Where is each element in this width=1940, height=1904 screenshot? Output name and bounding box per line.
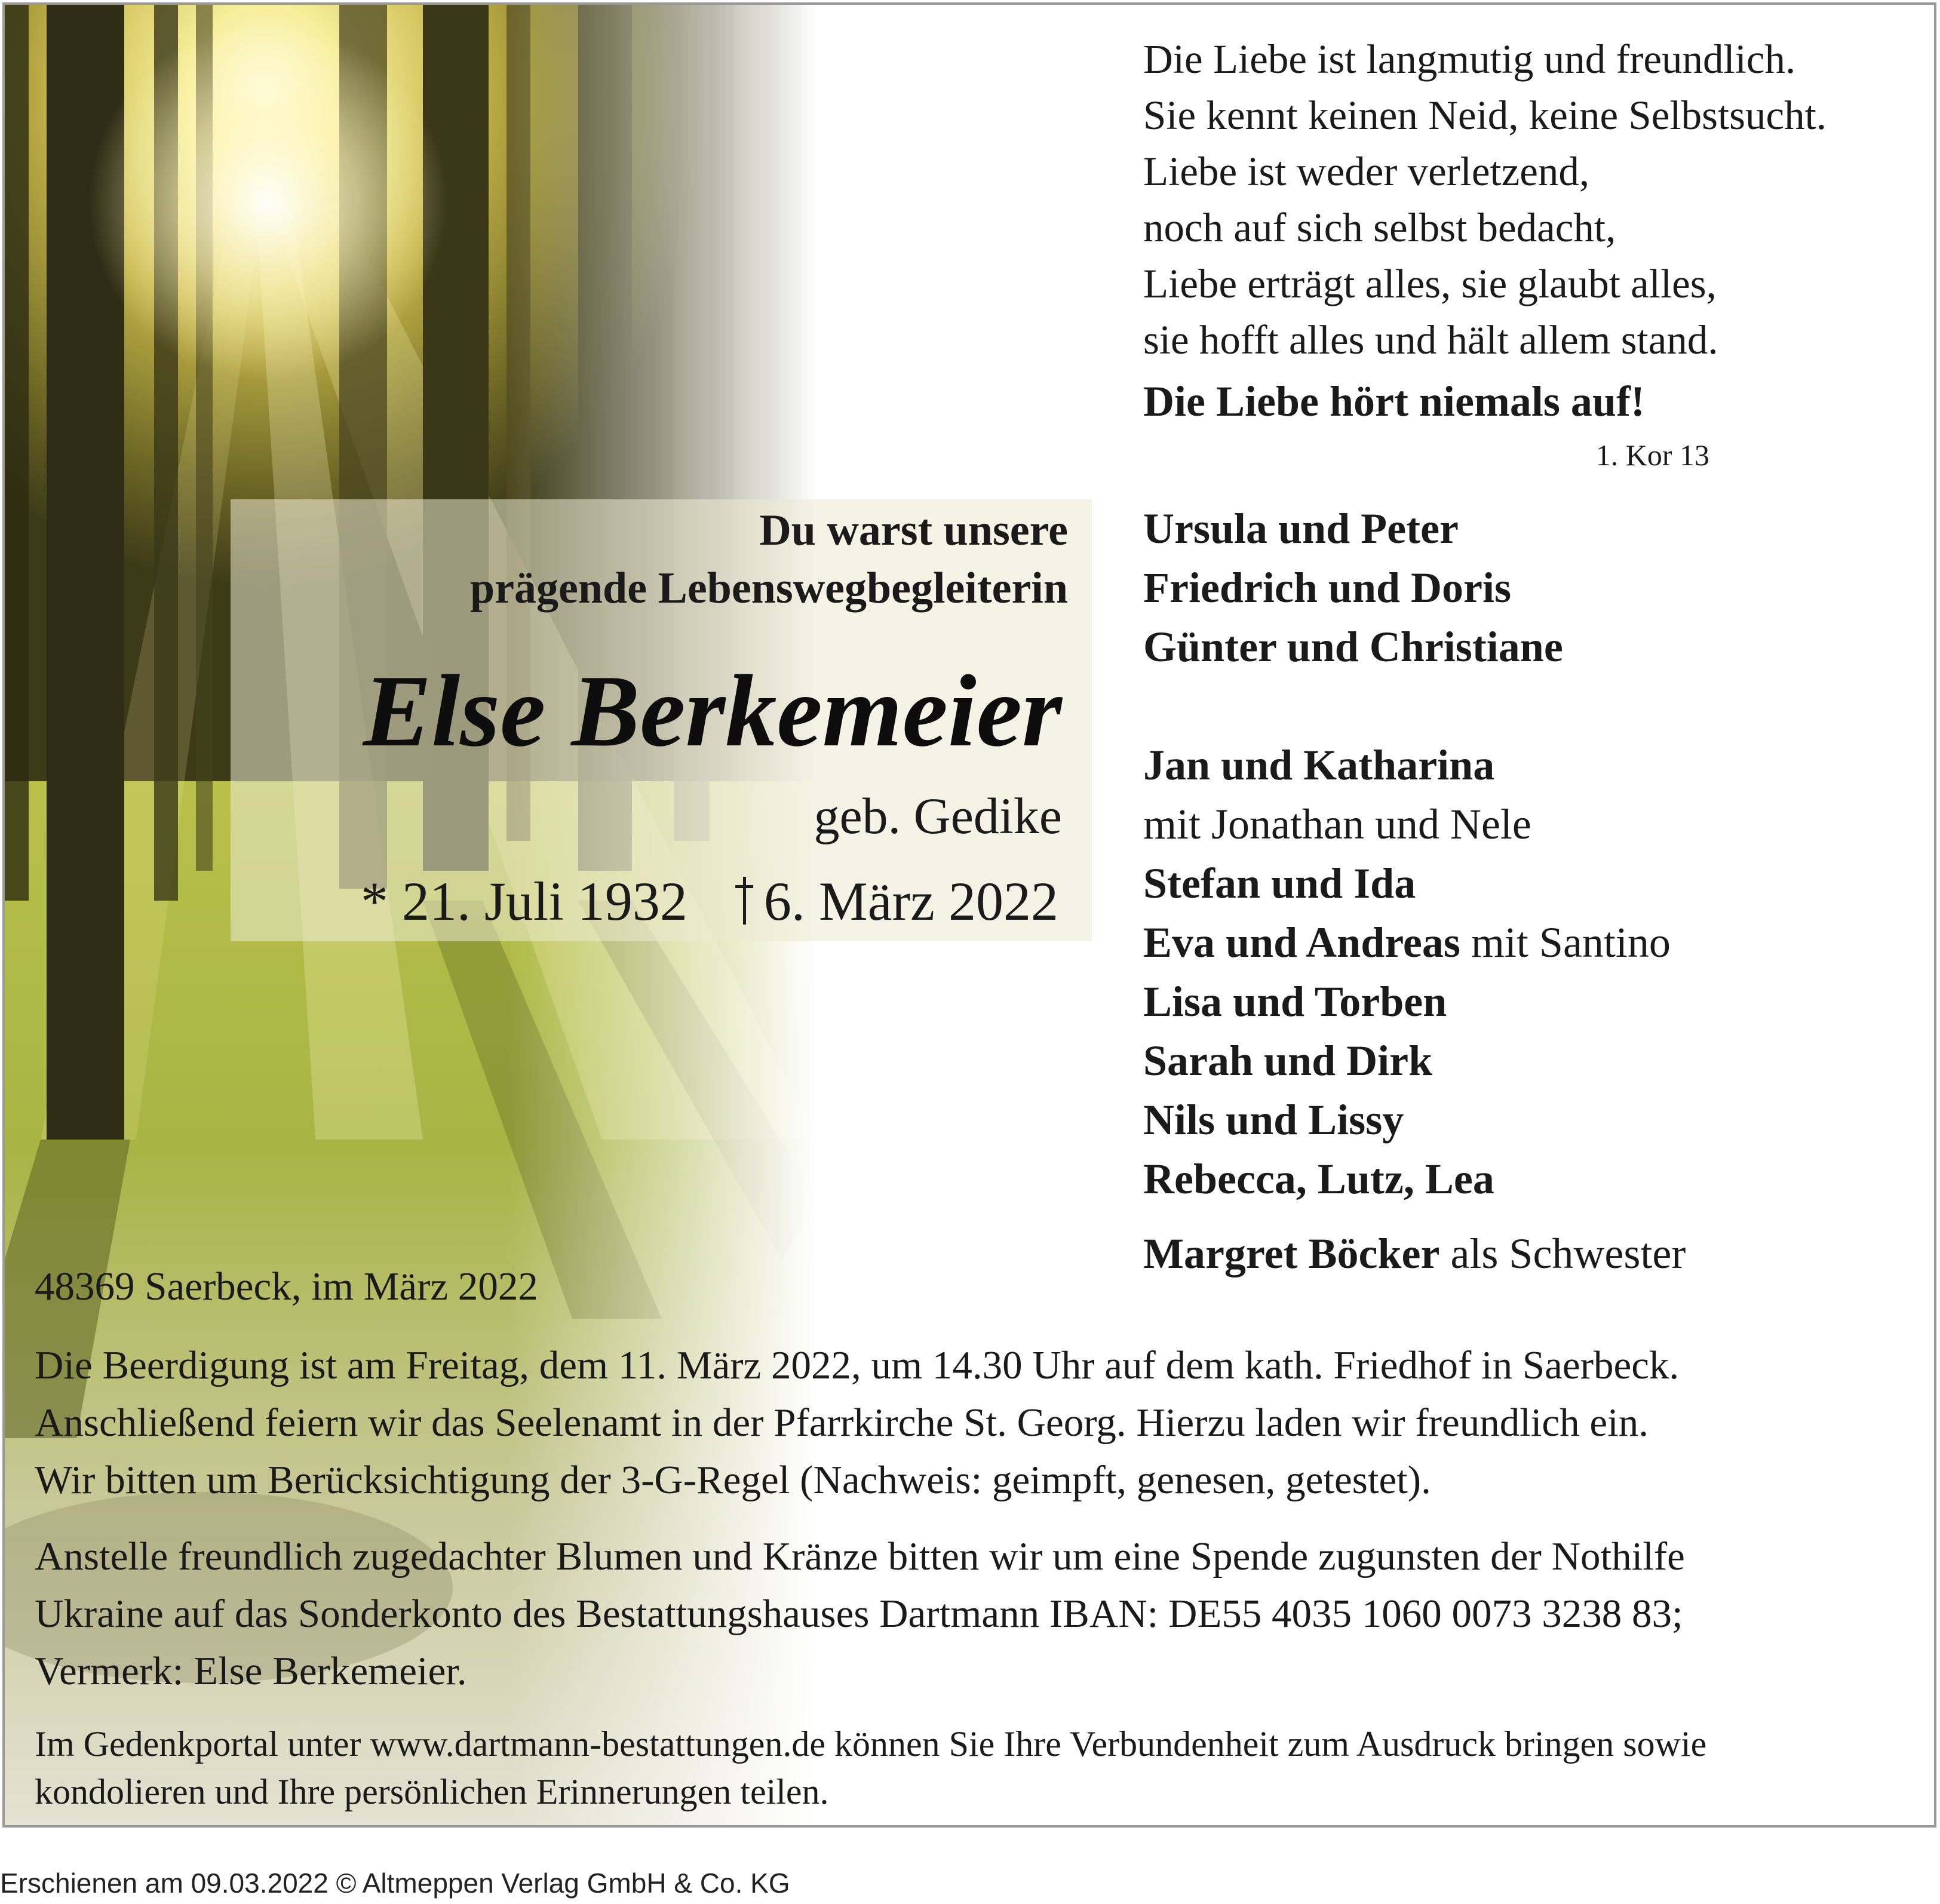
donation-line: Ukraine auf das Sonderkonto des Bestattungshauses Dartmann IBAN: DE55 4035 1060 0073 3238 83;	[35, 1592, 1683, 1636]
grandchild-name: Sarah und Dirk	[1143, 1037, 1433, 1085]
grandchild-name: Eva und Andreas	[1143, 919, 1460, 966]
intro-line-1: Du warst unsere	[759, 506, 1068, 555]
cross-icon	[735, 877, 753, 925]
family-child: Friedrich und Doris	[1143, 564, 1512, 612]
grandchild-name: Nils und Lissy	[1143, 1096, 1404, 1144]
verse-reference: 1. Kor 13	[1595, 438, 1709, 472]
maiden-name: geb. Gedike	[814, 787, 1062, 844]
family-grandchild	[1143, 1154, 1494, 1204]
grandchild-name: Stefan und Ida	[1143, 859, 1416, 907]
verse-closing: Die Liebe hört niemals auf!	[1143, 377, 1645, 425]
funeral-line: Die Beerdigung ist am Freitag, dem 11. März 2022, um 14.30 Uhr auf dem kath. Friedhof in Saerbeck.	[35, 1343, 1680, 1387]
grandchild-name: Jan und Katharina	[1143, 741, 1495, 789]
grandchild-name: Rebecca, Lutz, Lea	[1143, 1155, 1494, 1203]
verse-line: Liebe erträgt alles, sie glaubt alles,	[1143, 261, 1717, 306]
grandchild-name: Lisa und Torben	[1143, 978, 1447, 1025]
family-grandchild	[1143, 977, 1447, 1027]
verse-line: noch auf sich selbst bedacht,	[1143, 205, 1616, 250]
sister-name: Margret Böcker	[1143, 1230, 1440, 1277]
deceased-name: Else Berkemeier	[363, 655, 1062, 768]
family-child: Günter und Christiane	[1143, 623, 1563, 671]
grandchild-note: mit Jonathan und Nele	[1143, 800, 1531, 848]
verse-line: Die Liebe ist langmutig und freundlich.	[1143, 36, 1796, 82]
family-grandchild	[1143, 1036, 1432, 1086]
family-grandchild	[1143, 859, 1416, 908]
sister-note: als Schwester	[1439, 1230, 1686, 1277]
place-date: 48369 Saerbeck, im März 2022	[35, 1264, 538, 1309]
publication-footer: Erschienen am 09.03.2022 © Altmeppen Verlag GmbH & Co. KG	[0, 1868, 790, 1899]
intro-line-2: prägende Lebenswegbegleiterin	[470, 564, 1068, 613]
family-grandchild	[1143, 741, 1494, 790]
verse-line: Sie kennt keinen Neid, keine Selbstsucht.	[1143, 93, 1827, 138]
death-date: 6. März 2022	[763, 871, 1058, 932]
funeral-line: Wir bitten um Berücksichtigung der 3-G-Regel (Nachweis: geimpft, genesen, getestet).	[35, 1458, 1431, 1502]
family-child: Ursula und Peter	[1143, 505, 1459, 552]
family-grandchild	[1143, 800, 1531, 849]
life-dates	[361, 870, 1058, 933]
family-grandchild	[1143, 1095, 1404, 1145]
obituary-frame	[2, 2, 1936, 1828]
verse-line: Liebe ist weder verletzend,	[1143, 149, 1590, 194]
donation-line: Anstelle freundlich zugedachter Blumen und Kränze bitten wir um eine Spende zugunsten der Nothilfe	[35, 1534, 1685, 1579]
grandchild-note: mit Santino	[1460, 919, 1671, 966]
birth-date: * 21. Juli 1932	[360, 871, 687, 932]
portal-line: kondolieren und Ihre persönlichen Erinnerungen teilen.	[35, 1772, 829, 1811]
family-grandchild	[1143, 918, 1671, 968]
verse-line: sie hofft alles und hält allem stand.	[1143, 317, 1718, 363]
funeral-line: Anschließend feiern wir das Seelenamt in der Pfarrkirche St. Georg. Hierzu laden wir freundlich ein.	[35, 1401, 1649, 1445]
portal-line: Im Gedenkportal unter www.dartmann-bestattungen.de können Sie Ihre Verbundenheit zum Ausdruck bringen sowie	[35, 1724, 1707, 1764]
family-sister	[1143, 1229, 1686, 1279]
donation-line: Vermerk: Else Berkemeier.	[35, 1649, 467, 1693]
